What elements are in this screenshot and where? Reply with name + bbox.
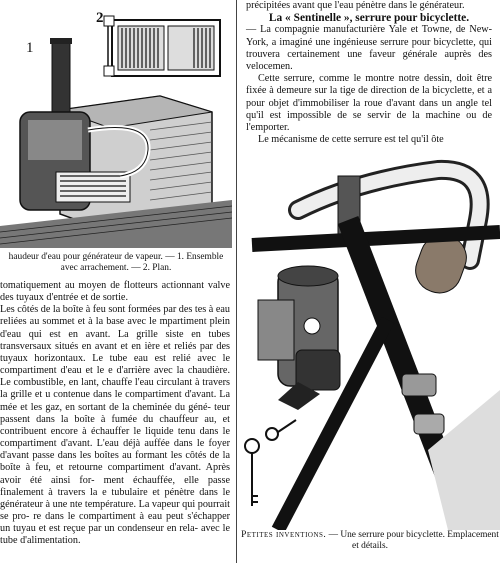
figure-label-2: 2 (96, 10, 104, 26)
left-column-text (0, 280, 230, 563)
right-paragraph: — La compagnie manufacturière Yale et Towne, de New-York, a imaginé une ingénieuse serrure pour bicyclette, qui trouvera certainement une faveur générale auprès des velocemen. (246, 24, 492, 73)
right-figure-caption (240, 530, 500, 552)
right-paragraph: Le mécanisme de cette serrure est tel qu'il ôte (258, 134, 444, 146)
water-heater-figure (0, 0, 232, 250)
left-figure-caption: haudeur d'eau pour générateur de vapeur. — 1. Ensemble avec arrachement. — 2. Plan. (8, 252, 224, 273)
article-title: La « Sentinelle », serrure pour bicyclette. (268, 12, 470, 25)
right-column-text (246, 0, 492, 146)
caption-lead: Petites inventions. (241, 530, 327, 540)
left-paragraph: Les côtés de la boîte à feu sont formées par des tes à eau reliées au sommet et à la base avec le mpartiment plein d'eau qui est en avant. La grille siste en tubes transversaux situés en avant et en ière et reliés par des tuyaux horizontaux. Le tube eau est relié avec le compartiment d'eau et le e d'arrière avec la chaudière. Le combustible, en lant, chauffe l'eau circulant à travers la grille et u contenue dans le compartiment d'avant. La mée et les gaz, en sortant de la cheminée du géné- teur passent dans la boîte à fumée du chauffeur au, et contribuent encore à échauffer le liquide tenu dans le compartiment d'avant. L'eau déjà auffée dans le foyer d'avant passe dans les boîtes au formant les côtés de la boîte à feu, et retourne compartiment d'avant. Après avoir été ainsi for- ment échauffée, elle passe finalement à travers la e tubulaire et pénètre dans le générateur à une nte température. La vapeur qui pourrait se pro- re dans le compartiment à eau peut s'échapper un tuyau et est reçue par un condenseur en rela- avec le tube d'alimentation. (0, 304, 230, 547)
right-paragraph: Cette serrure, comme le montre notre dessin, doit être fixée à demeure sur la tige de direction de la bicyclette, et a pour objet d'immobiliser la roue d'avant dans un angle tel qu'il est impossible de se servir de la machine ou de l'emporter. (246, 73, 492, 134)
column-divider (236, 0, 237, 563)
caption-text: — Une serrure pour bicyclette. Emplacement et détails. (326, 530, 499, 551)
left-paragraph: tomatiquement au moyen de flotteurs actionnant valve des tuyaux d'entrée et de sortie. (0, 280, 230, 304)
bicycle-lock-figure (238, 150, 500, 530)
figure-label-1: 1 (26, 40, 34, 56)
plan-view-drawing (104, 16, 220, 76)
right-top-line: précipitées avant que l'eau pénètre dans le générateur. (246, 0, 465, 11)
